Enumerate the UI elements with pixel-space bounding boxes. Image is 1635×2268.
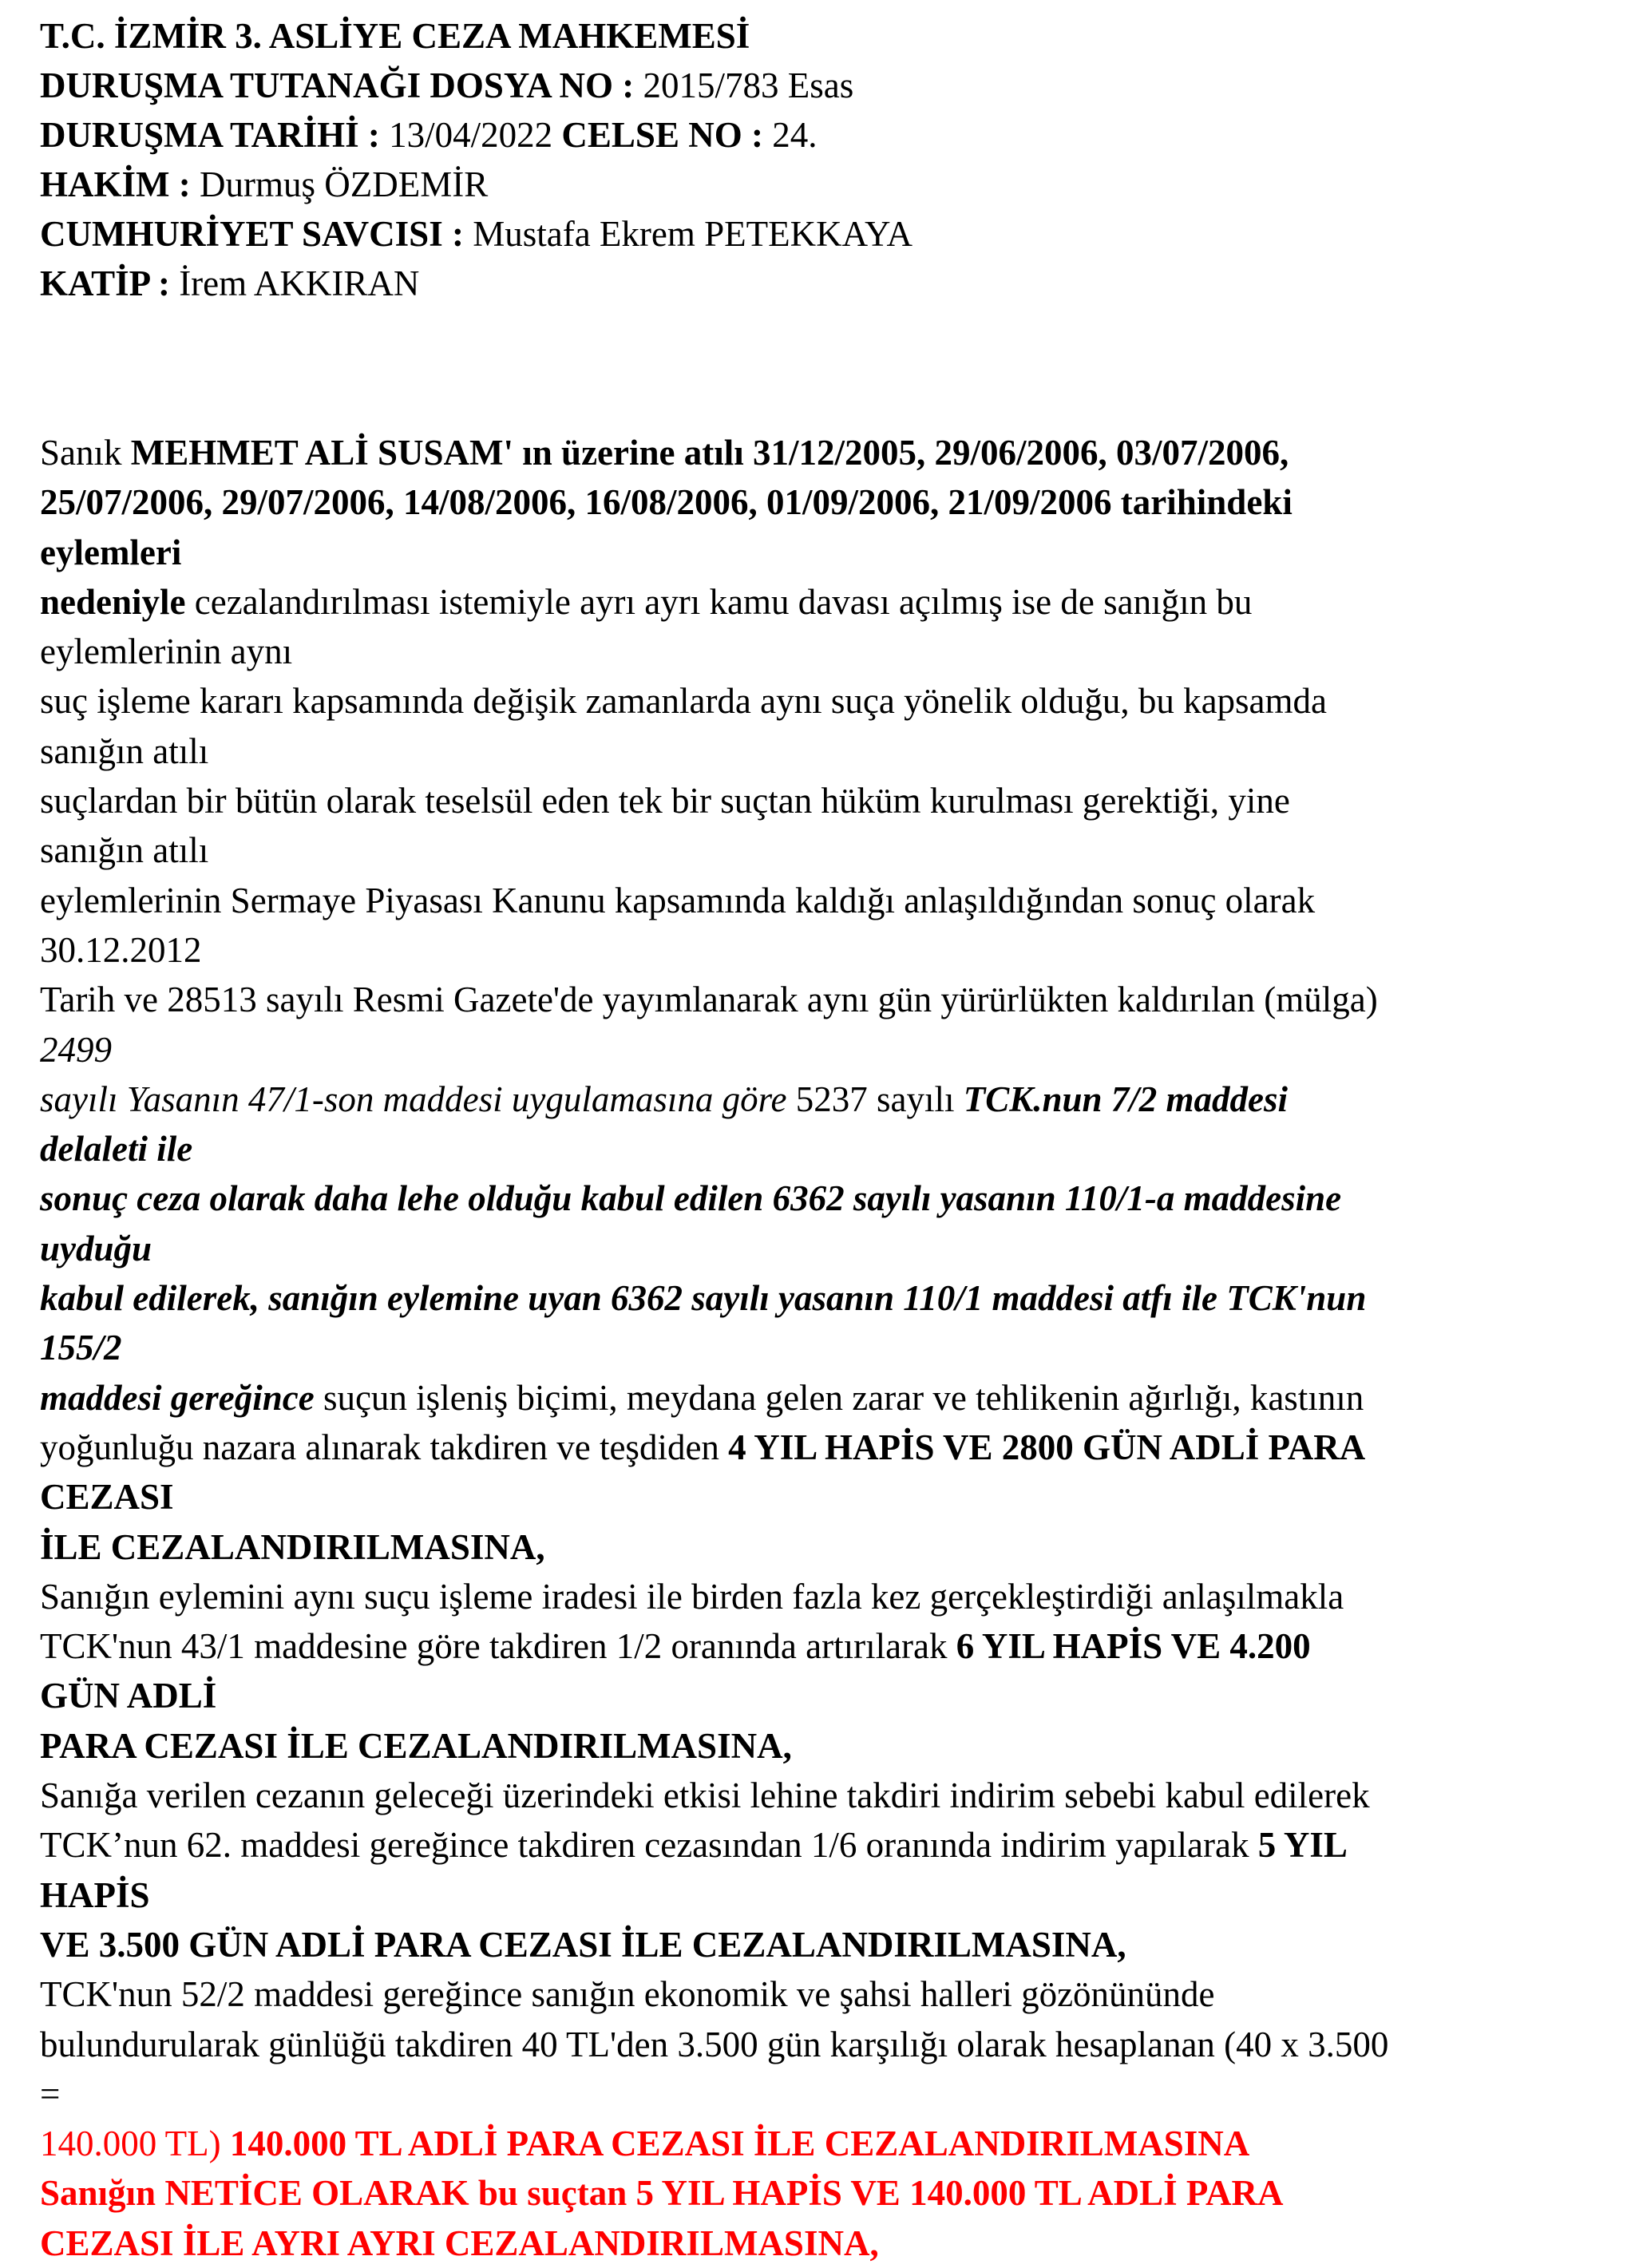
record-header — [40, 11, 1605, 308]
text-line: suç işleme kararı kapsamında değişik zamanlarda aynı suça yönelik olduğu, bu kapsamda — [40, 681, 1328, 722]
text-line — [40, 1621, 1605, 1671]
text-line — [40, 1423, 1605, 1472]
final-sentence-line: Sanığın NETİCE OLARAK bu suçtan 5 YIL HAPİS VE 140.000 TL ADLİ PARA — [40, 2173, 1284, 2214]
text-line: uyduğu — [40, 1228, 152, 1269]
text-run: TCK'nun 43/1 maddesine göre takdiren 1/2 oranında artırılarak — [40, 1626, 956, 1667]
text-line: bulundurularak günlüğü takdiren 40 TL'den 3.500 gün karşılığı olarak hesaplanan (40 x 3.500 — [40, 2024, 1389, 2064]
text-line — [40, 2119, 1605, 2168]
text-line: eylemlerinin Sermaye Piyasası Kanunu kapsamında kaldığı anlaşıldığından sonuç olarak — [40, 880, 1316, 920]
session-number-value: 24. — [772, 115, 818, 155]
fine-sentence: 140.000 TL ADLİ PARA CEZASI İLE CEZALANDIRILMASINA — [229, 2124, 1250, 2164]
text-line — [40, 1820, 1605, 1870]
text-line: kabul edilerek, sanığın eylemine uyan 6362 sayılı yasanın 110/1 maddesi atfı ile TCK'nun — [40, 1278, 1367, 1319]
text-line: HAPİS — [40, 1874, 150, 1915]
hearing-date-value: 13/04/2022 — [389, 115, 562, 155]
hearing-date-line — [40, 110, 1605, 160]
text-run: 140.000 TL) — [40, 2124, 230, 2164]
text-line: sanığın atılı — [40, 730, 209, 771]
clerk-line — [40, 259, 1605, 308]
text-line: CEZASI — [40, 1477, 174, 1518]
file-number-label: DURUŞMA TUTANAĞI DOSYA NO : — [40, 65, 643, 105]
text-run: maddesi gereğince — [40, 1377, 315, 1418]
text-run: yoğunluğu nazara alınarak takdiren ve teşdiden — [40, 1427, 729, 1467]
judge-label: HAKİM : — [40, 164, 200, 204]
text-line: = — [40, 2073, 61, 2114]
text-line — [40, 1075, 1605, 1124]
hearing-date-label: DURUŞMA TARİHİ : — [40, 115, 390, 155]
file-number-line — [40, 61, 1605, 110]
text-line — [40, 428, 1605, 477]
defendant-name-dates: MEHMET ALİ SUSAM' ın üzerine atılı 31/12/2005, 29/06/2006, 03/07/2006, — [130, 433, 1289, 473]
text-line: 30.12.2012 — [40, 929, 202, 970]
text-run: cezalandırılması istemiyle ayrı ayrı kamu davası açılmış ise de sanığın bu — [185, 581, 1253, 622]
text-line: PARA CEZASI İLE CEZALANDIRILMASINA, — [40, 1725, 792, 1766]
text-line — [40, 1373, 1605, 1423]
text-line: delaleti ile — [40, 1129, 193, 1170]
prosecutor-line — [40, 209, 1605, 259]
text-line: Sanığın eylemini aynı suçu işleme iradesi ile birden fazla kez gerçekleştirdiği anlaşılmakla — [40, 1576, 1344, 1617]
text-run: Sanık — [40, 433, 131, 473]
text-line: sanığın atılı — [40, 830, 209, 871]
text-line: 2499 — [40, 1029, 112, 1070]
text-line: suçlardan bir bütün olarak teselsül eden tek bir suçtan hüküm kurulması gerektiği, yine — [40, 781, 1290, 821]
text-line: sonuç ceza olarak daha lehe olduğu kabul edilen 6362 sayılı yasanın 110/1-a maddesine — [40, 1178, 1342, 1219]
section-spacer — [40, 308, 1605, 428]
court-record-document — [40, 11, 1605, 2268]
text-line: Tarih ve 28513 sayılı Resmi Gazete'de yayımlanarak aynı gün yürürlükten kaldırılan (mülga) — [40, 980, 1378, 1020]
sentence-text: 4 YIL HAPİS VE 2800 GÜN ADLİ PARA — [728, 1427, 1366, 1467]
clerk-label: KATİP : — [40, 263, 180, 303]
text-run: suçun işleniş biçimi, meydana gelen zarar ve tehlikenin ağırlığı, kastının — [314, 1377, 1364, 1418]
text-run: TCK.nun 7/2 maddesi — [963, 1079, 1289, 1119]
text-line: GÜN ADLİ — [40, 1676, 217, 1716]
prosecutor-name: Mustafa Ekrem PETEKKAYA — [473, 214, 913, 254]
session-number-label: CELSE NO : — [561, 115, 773, 155]
final-sentence-line: CEZASI İLE AYRI AYRI CEZALANDIRILMASINA, — [40, 2222, 879, 2263]
text-line: Sanığa verilen cezanın geleceği üzerindeki etkisi lehine takdiri indirim sebebi kabul edilerek — [40, 1775, 1370, 1816]
prosecutor-label: CUMHURİYET SAVCISI : — [40, 214, 473, 254]
text-line: İLE CEZALANDIRILMASINA, — [40, 1526, 545, 1567]
text-line: 155/2 — [40, 1328, 122, 1368]
clerk-name: İrem AKKIRAN — [179, 263, 420, 303]
court-name: T.C. İZMİR 3. ASLİYE CEZA MAHKEMESİ — [40, 16, 750, 56]
text-line: eylemleri — [40, 532, 182, 572]
sentence-text: 5 YIL — [1257, 1825, 1348, 1866]
sentence-text: 6 YIL HAPİS VE 4.200 — [956, 1626, 1311, 1667]
text-line: TCK'nun 52/2 maddesi gereğince sanığın ekonomik ve şahsi halleri gözönününde — [40, 1974, 1215, 2015]
judge-line — [40, 160, 1605, 209]
text-run: sayılı Yasanın 47/1-son maddesi uygulamasına göre — [40, 1079, 787, 1119]
verdict-text — [40, 428, 1605, 2268]
text-line: VE 3.500 GÜN ADLİ PARA CEZASI İLE CEZALANDIRILMASINA, — [40, 1924, 1126, 1965]
text-line: 25/07/2006, 29/07/2006, 14/08/2006, 16/08/2006, 01/09/2006, 21/09/2006 tarihindeki — [40, 482, 1293, 523]
text-run: nedeniyle — [40, 581, 186, 622]
judge-name: Durmuş ÖZDEMİR — [199, 164, 489, 204]
text-line — [40, 577, 1605, 627]
text-run: TCK’nun 62. maddesi gereğince takdiren cezasından 1/6 oranında indirim yapılarak — [40, 1825, 1258, 1866]
file-number-value: 2015/783 Esas — [643, 65, 854, 105]
text-line: eylemlerinin aynı — [40, 631, 293, 672]
text-run: 5237 sayılı — [786, 1079, 964, 1119]
